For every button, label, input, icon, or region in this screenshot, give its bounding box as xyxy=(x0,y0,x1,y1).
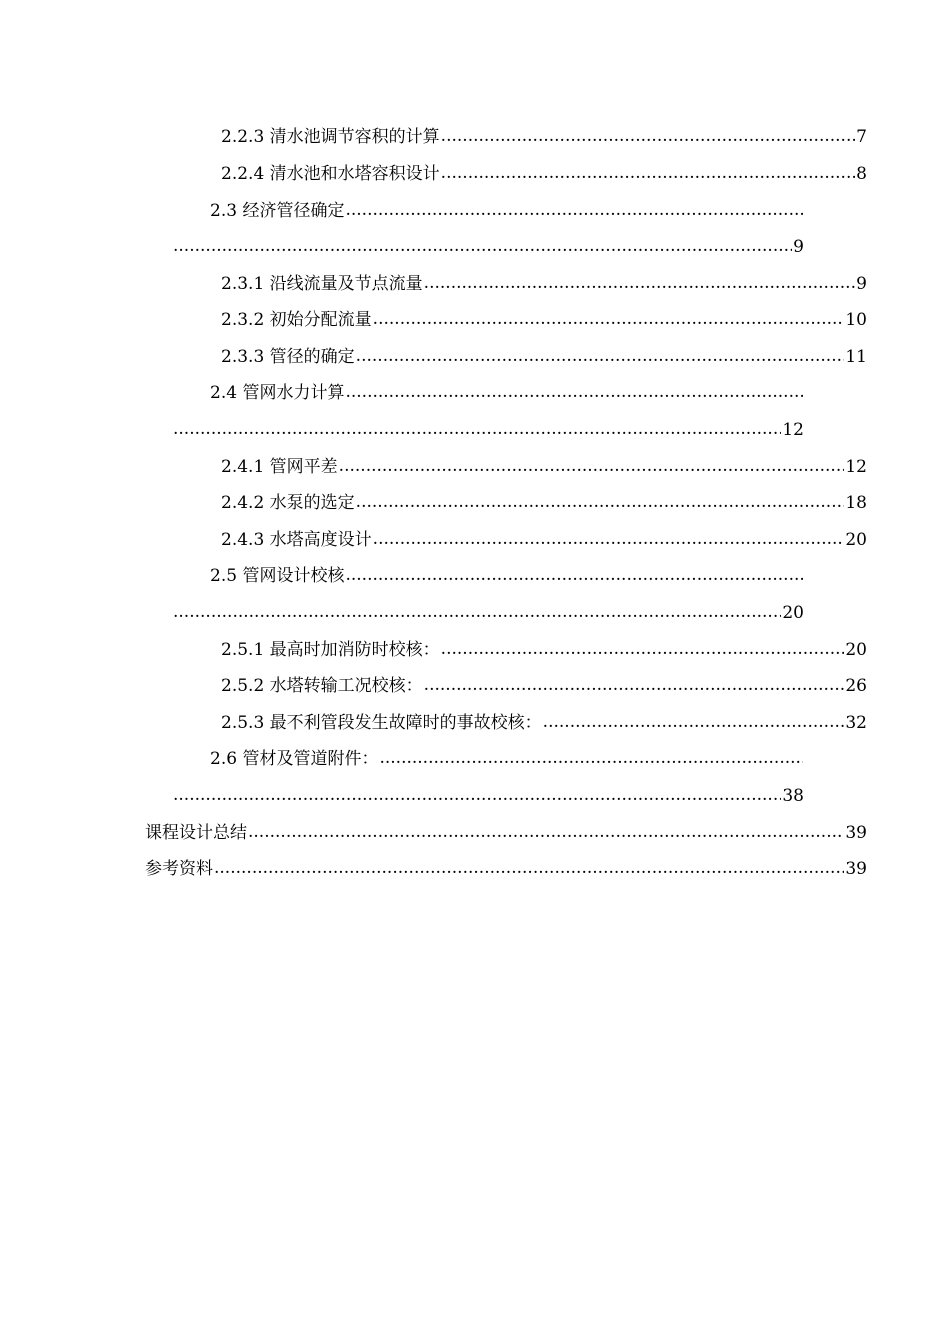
toc-dot-leader xyxy=(441,634,845,664)
toc-page-number: 20 xyxy=(845,640,867,660)
toc-dot-leader xyxy=(339,451,845,481)
toc-entry-label: 2.5.2 水塔转输工况校核： xyxy=(221,676,423,696)
toc-entry-2-2-3[interactable] xyxy=(221,122,867,152)
toc-entry-label: 2.3 经济管径确定 xyxy=(210,201,345,221)
toc-entry-label: 2.4.3 水塔高度设计 xyxy=(221,530,372,550)
toc-dot-leader xyxy=(356,487,845,517)
toc-page-number: 20 xyxy=(845,530,867,550)
toc-entry-label: 2.5.1 最高时加消防时校核： xyxy=(221,640,440,660)
toc-dot-leader xyxy=(345,377,803,407)
toc-page-number: 39 xyxy=(845,859,867,879)
toc-entry-2-4-2[interactable] xyxy=(221,488,867,518)
toc-dot-leader xyxy=(441,121,856,151)
toc-entry-label: 2.4.2 水泵的选定 xyxy=(221,493,355,513)
toc-dot-leader xyxy=(543,707,845,737)
toc-entry-label: 2.2.3 清水池调节容积的计算 xyxy=(221,127,440,147)
toc-dot-leader xyxy=(356,341,845,371)
toc-entry-2-5-2[interactable] xyxy=(221,671,867,701)
toc-dot-leader xyxy=(345,195,803,225)
toc-dot-leader xyxy=(424,670,845,700)
toc-page-number: 7 xyxy=(856,127,867,147)
toc-entry-2-3-2[interactable] xyxy=(221,305,867,335)
toc-entry-2-5-1[interactable] xyxy=(221,635,867,665)
toc-entry-label: 2.3.2 初始分配流量 xyxy=(221,310,372,330)
toc-entry-2-3[interactable] xyxy=(210,196,804,226)
toc-entry-2-2-4[interactable] xyxy=(221,159,867,189)
toc-page-number: 9 xyxy=(793,237,804,257)
toc-page-number: 11 xyxy=(845,347,867,367)
toc-page-number: 10 xyxy=(845,310,867,330)
toc-entry-2-3-3[interactable] xyxy=(221,342,867,372)
toc-dot-leader xyxy=(173,231,792,261)
toc-page-number: 26 xyxy=(845,676,867,696)
toc-entry-label: 2.3.1 沿线流量及节点流量 xyxy=(221,274,423,294)
toc-page-number: 12 xyxy=(845,457,867,477)
toc-entry-2-3-continuation[interactable] xyxy=(172,232,804,262)
toc-entry-2-4-continuation[interactable] xyxy=(172,415,804,445)
toc-page-number: 12 xyxy=(782,420,804,440)
toc-dot-leader xyxy=(214,853,844,883)
toc-entry-label: 2.6 管材及管道附件： xyxy=(210,749,379,769)
toc-entry-2-4[interactable] xyxy=(210,378,804,408)
toc-entry-label: 2.4 管网水力计算 xyxy=(210,383,345,403)
toc-dot-leader xyxy=(173,597,781,627)
toc-dot-leader xyxy=(379,743,803,773)
toc-page-number: 18 xyxy=(845,493,867,513)
toc-entry-2-6[interactable] xyxy=(210,744,804,774)
toc-page-number: 38 xyxy=(782,786,804,806)
toc-entry-2-5-3[interactable] xyxy=(221,708,867,738)
toc-entry-label: 课程设计总结 xyxy=(145,823,247,843)
toc-page-number: 20 xyxy=(782,603,804,623)
toc-entry-2-5-continuation[interactable] xyxy=(172,598,804,628)
toc-entry-2-5[interactable] xyxy=(210,561,804,591)
toc-page-number: 9 xyxy=(856,274,867,294)
toc-dot-leader xyxy=(173,780,781,810)
toc-dot-leader xyxy=(441,158,856,188)
toc-dot-leader xyxy=(373,304,845,334)
toc-dot-leader xyxy=(424,268,856,298)
toc-entry-label: 参考资料 xyxy=(145,859,213,879)
toc-entry-label: 2.5.3 最不利管段发生故障时的事故校核： xyxy=(221,713,542,733)
toc-dot-leader xyxy=(345,560,803,590)
toc-entry-2-4-1[interactable] xyxy=(221,452,867,482)
toc-entry-label: 2.4.1 管网平差 xyxy=(221,457,338,477)
toc-page-number: 8 xyxy=(856,164,867,184)
toc-entry-label: 2.5 管网设计校核 xyxy=(210,566,345,586)
toc-entry-course-summary[interactable] xyxy=(145,818,867,848)
toc-entry-label: 2.2.4 清水池和水塔容积设计 xyxy=(221,164,440,184)
toc-page-number: 32 xyxy=(845,713,867,733)
toc-page-number: 39 xyxy=(845,823,867,843)
toc-entry-2-3-1[interactable] xyxy=(221,269,867,299)
toc-dot-leader xyxy=(248,817,844,847)
toc-dot-leader xyxy=(173,414,781,444)
toc-entry-references[interactable] xyxy=(145,854,867,884)
toc-entry-2-4-3[interactable] xyxy=(221,525,867,555)
toc-dot-leader xyxy=(373,524,845,554)
toc-entry-2-6-continuation[interactable] xyxy=(172,781,804,811)
toc-entry-label: 2.3.3 管径的确定 xyxy=(221,347,355,367)
